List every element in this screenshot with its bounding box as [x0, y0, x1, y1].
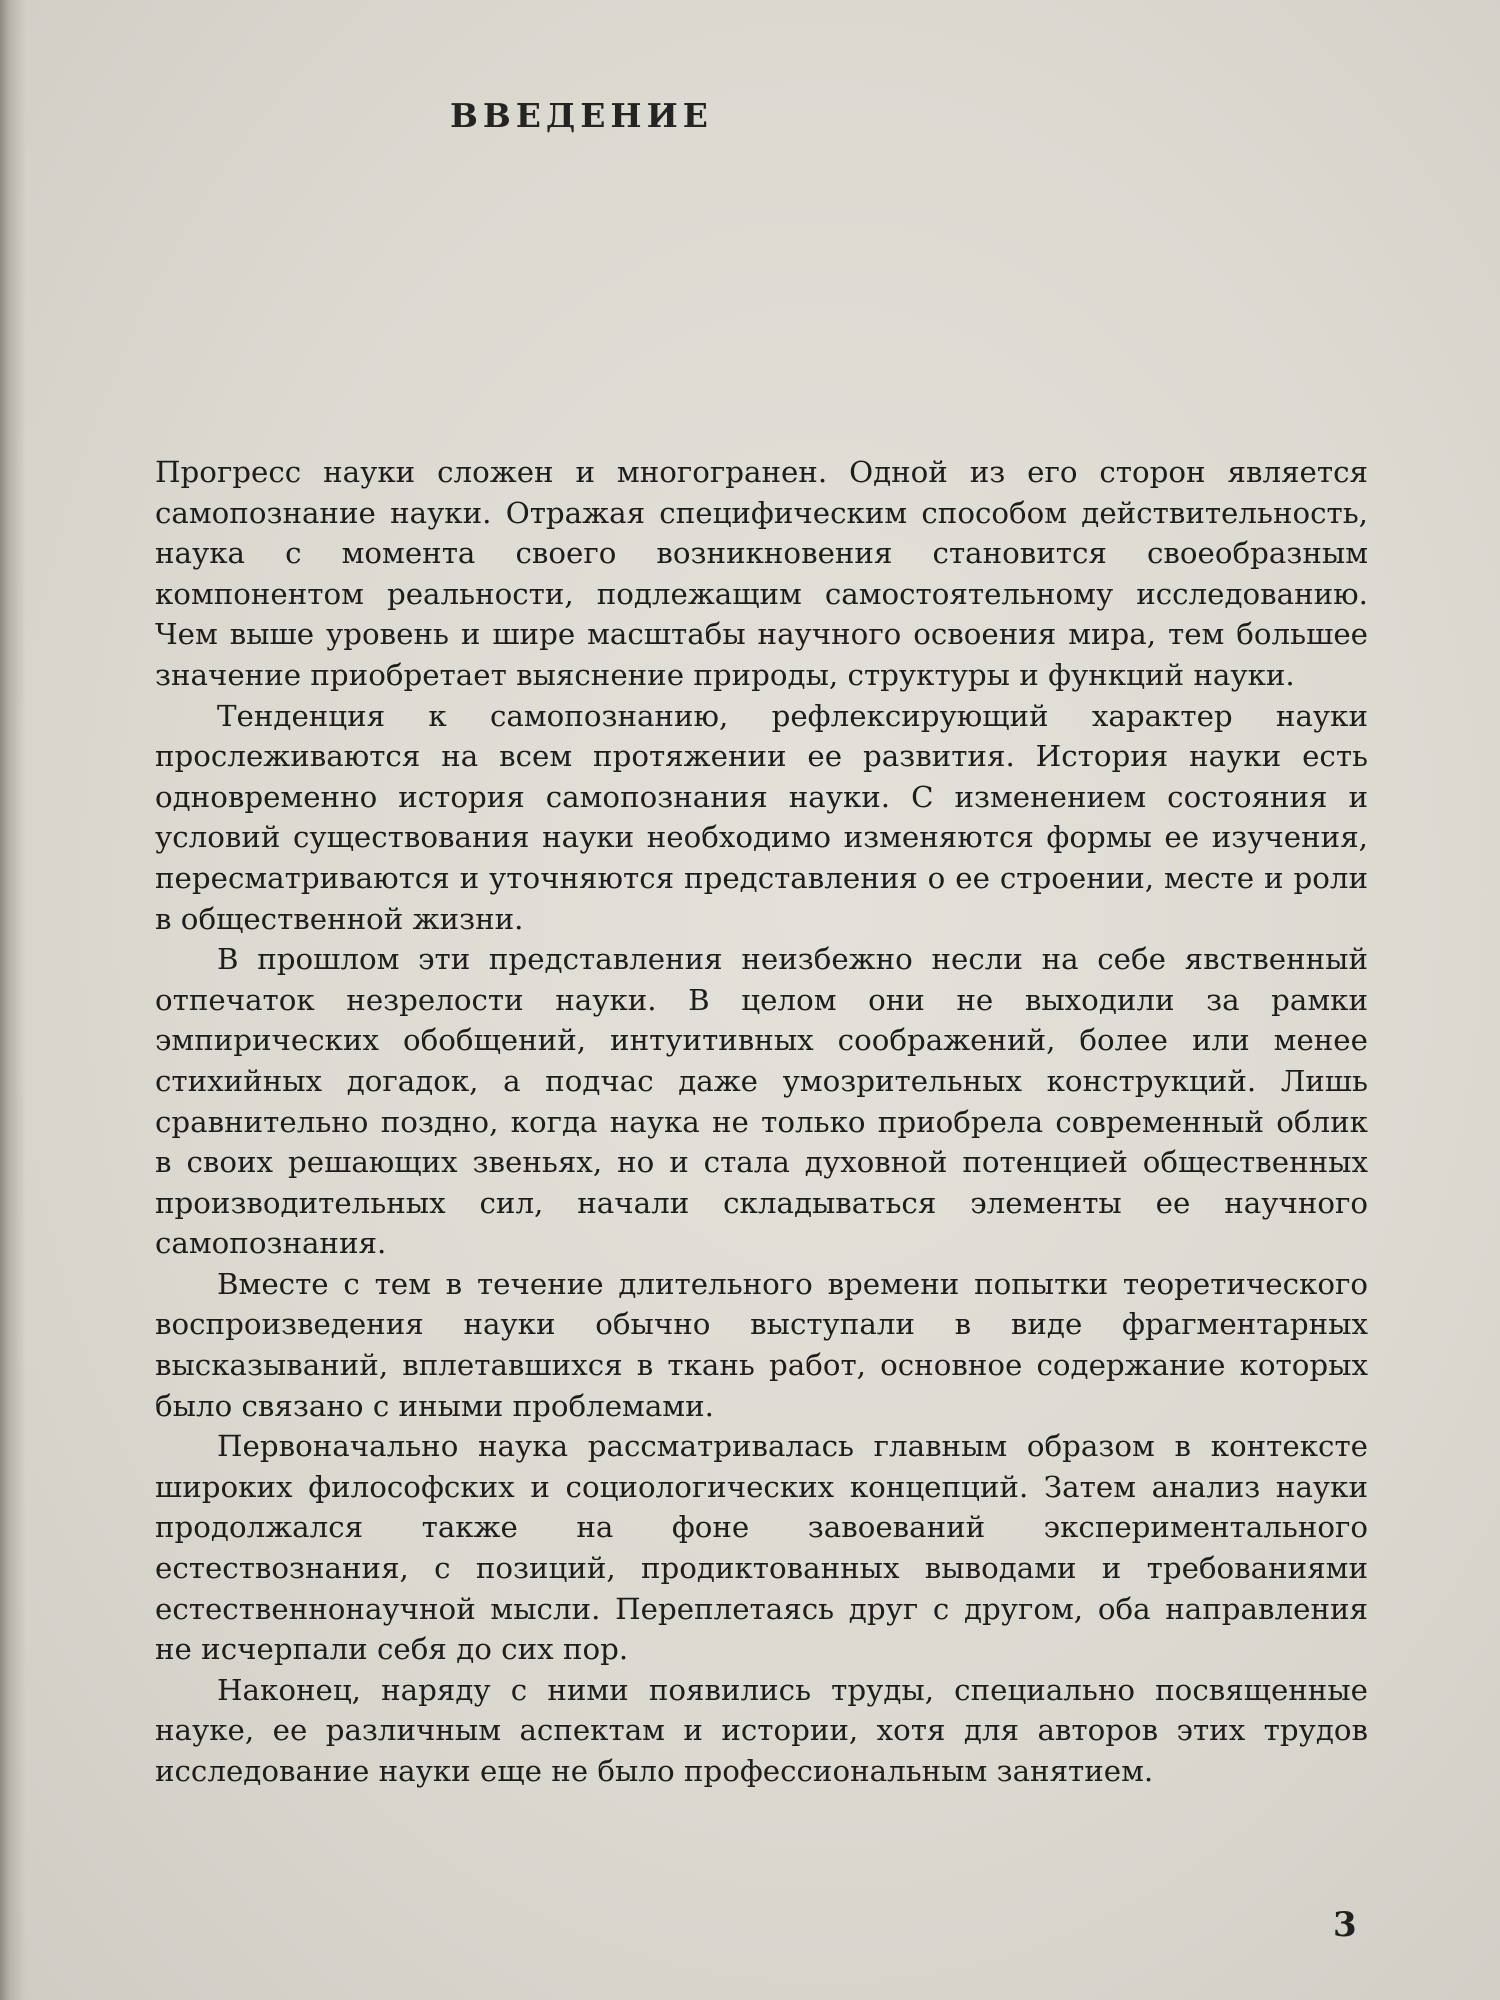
paragraph-5: Первоначально наука рассматривалась главным образом в контексте широких философских и социологических концепций. Затем анализ науки продолжался также на фоне завоеваний экспериментального естествознания, с позиций, продиктованных выводами и требованиями естественнонаучной мысли. Переплетаясь друг с другом, оба направления не исчерпали себя до сих пор. — [155, 1429, 1368, 1667]
paragraph-3: В прошлом эти представления неизбежно несли на себе явственный отпечаток незрелости науки. В целом они не выходили за рамки эмпирических обобщений, интуитивных соображений, более или менее стихийных догадок, а подчас даже умозрительных конструкций. Лишь сравнительно поздно, когда наука не только приобрела современный облик в своих решающих звеньях, но и стала духовной потенцией общественных производительных сил, начали складываться элементы ее научного самопознания. — [155, 942, 1368, 1261]
body-text — [155, 452, 1368, 1792]
book-spine-shadow — [0, 0, 26, 2000]
paragraph-6: Наконец, наряду с ними появились труды, специально посвященные науке, ее различным аспектам и истории, хотя для авторов этих трудов исследование науки еще не было профессиональным занятием. — [155, 1672, 1368, 1788]
paragraph-2: Тенденция к самопознанию, рефлексирующий характер науки прослеживаются на всем протяжении ее развития. История науки есть одновременно история самопознания науки. С изменением состояния и условий существования науки необходимо изменяются формы ее изучения, пересматриваются и уточняются представления о ее строении, месте и роли в общественной жизни. — [155, 698, 1368, 936]
paragraph-4: Вместе с тем в течение длительного времени попытки теоретического воспроизведения науки обычно выступали в виде фрагментарных высказываний, вплетавшихся в ткань работ, основное содержание которых было связано с иными проблемами. — [155, 1266, 1368, 1423]
page-number: 3 — [1333, 1905, 1357, 1945]
chapter-heading: ВВЕДЕНИЕ — [450, 96, 713, 135]
paragraph-1: Прогресс науки сложен и многогранен. Одной из его сторон является самопознание науки. Отражая специфическим способом действительность, наука с момента своего возникновения становится своеобразным компонентом реальности, подлежащим самостоятельному исследованию. Чем выше уровень и шире масштабы научного освоения мира, тем большее значение приобретает выяснение природы, структуры и функций науки. — [155, 455, 1368, 692]
